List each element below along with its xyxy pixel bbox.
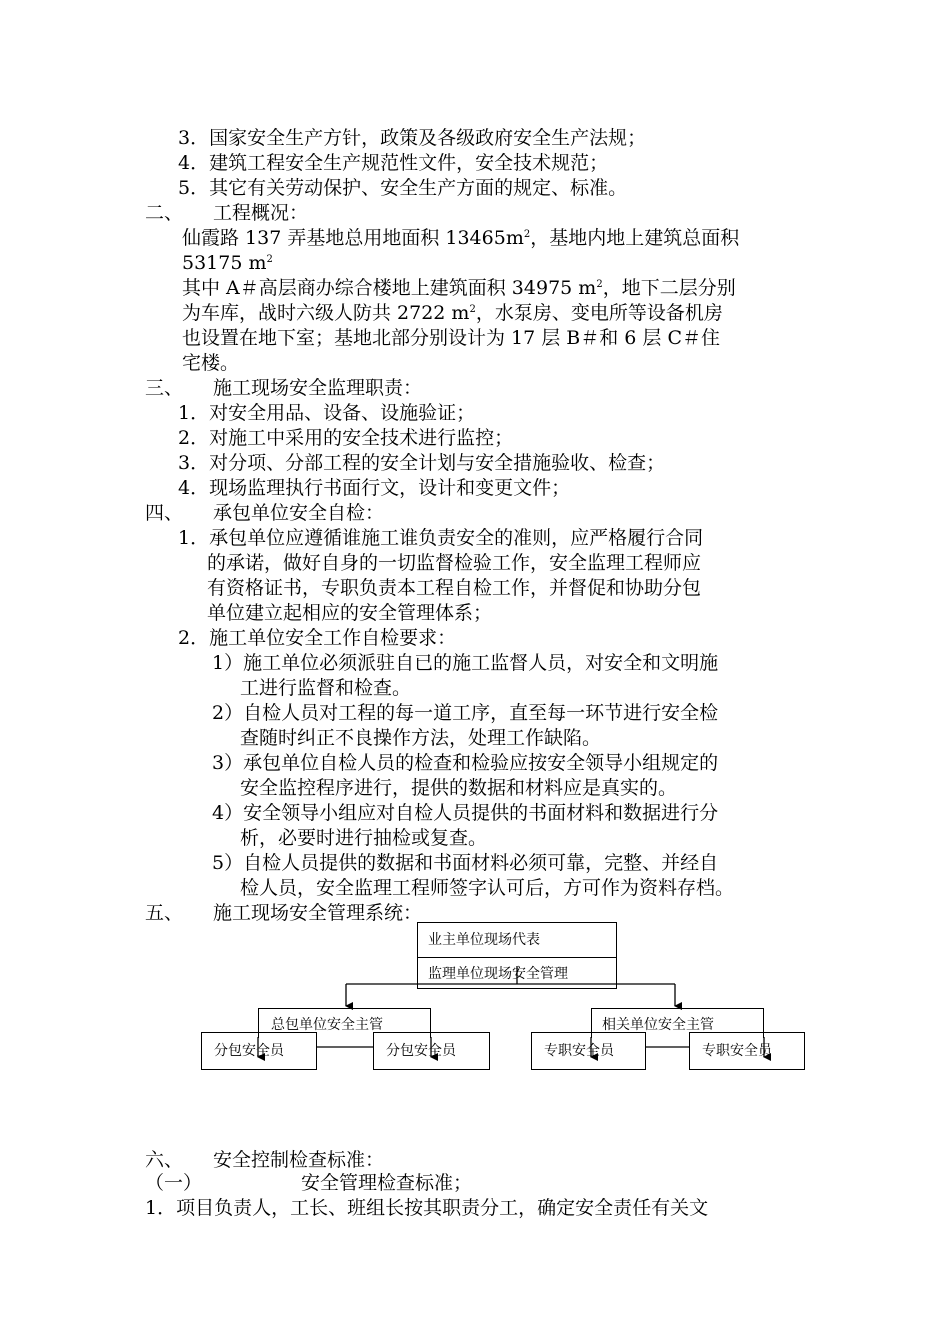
- self-check-item-1-line-2: 的承诺，做好自身的一切监督检验工作，安全监理工程师应: [207, 552, 702, 574]
- section-4-number: 四、: [145, 502, 184, 524]
- sub-item-3-line-1: 3）承包单位自检人员的检查和检验应按安全领导小组规定的: [212, 752, 719, 774]
- sub-item-3-line-2: 安全监控程序进行，提供的数据和材料应是真实的。: [240, 777, 678, 799]
- section-6-number: 六、: [145, 1149, 184, 1171]
- project-area-line-5: 也设置在地下室；基地北部分别设计为 17 层 B＃和 6 层 C＃住: [182, 327, 721, 349]
- project-area-line-3: 其中 A＃高层商办综合楼地上建筑面积 34975 $m^2$，地下二层分别: [182, 277, 736, 299]
- subsection-1-title: 安全管理检查标准；: [301, 1172, 473, 1194]
- related-unit-label: 相关单位安全主管: [602, 1017, 714, 1033]
- section-3-number: 三、: [145, 377, 184, 399]
- section-5-number: 五、: [145, 902, 184, 924]
- sub-item-2-line-2: 查随时纠正不良操作方法，处理工作缺陷。: [240, 727, 602, 749]
- sub-item-4-line-1: 4）安全领导小组应对自检人员提供的书面材料和数据进行分: [212, 802, 719, 824]
- subsection-1-number: （一）: [145, 1172, 203, 1194]
- sub-safety-label-2: 分包安全员: [386, 1043, 456, 1059]
- sub-item-1-line-2: 工进行监督和检查。: [240, 677, 412, 699]
- sub-item-5-line-2: 检人员，安全监理工程师签字认可后，方可作为资料存档。: [240, 877, 735, 899]
- list-item-5: 5．其它有关劳动保护、安全生产方面的规定、标准。: [178, 177, 628, 199]
- sub-item-4-line-2: 析，必要时进行抽检或复查。: [240, 827, 488, 849]
- sub-item-5-line-1: 5）自检人员提供的数据和书面材料必须可靠，完整、并经自: [212, 852, 719, 874]
- list-item-4: 4．建筑工程安全生产规范性文件，安全技术规范；: [178, 152, 609, 174]
- section-5-title: 施工现场安全管理系统：: [213, 902, 423, 924]
- self-check-item-1-line-1: 1．承包单位应遵循谁施工谁负责安全的准则，应严格履行合同: [178, 527, 704, 549]
- sub-safety-label-1: 分包安全员: [214, 1043, 284, 1059]
- project-area-line-4: 为车库，战时六级人防共 2722 $m^2$，水泵房、变电所等设备机房: [182, 302, 723, 324]
- project-area-line-2: 53175 $m^2$: [182, 252, 273, 274]
- sub-item-1-line-1: 1）施工单位必须派驻自已的施工监督人员，对安全和文明施: [212, 652, 719, 674]
- section-4-title: 承包单位安全自检：: [213, 502, 385, 524]
- duty-item-4: 4．现场监理执行书面行文，设计和变更文件；: [178, 477, 571, 499]
- owner-rep-label: 业主单位现场代表: [428, 932, 540, 948]
- section-2-number: 二、: [145, 202, 184, 224]
- duty-item-1: 1．对安全用品、设备、设施验证；: [178, 402, 476, 424]
- project-area-line-6: 宅楼。: [182, 352, 240, 374]
- self-check-item-1-line-4: 单位建立起相应的安全管理体系；: [207, 602, 493, 624]
- section-6-title: 安全控制检查标准：: [213, 1149, 385, 1171]
- self-check-item-2: 2．施工单位安全工作自检要求：: [178, 627, 457, 649]
- sub-item-2-line-1: 2）自检人员对工程的每一道工序，直至每一环节进行安全检: [212, 702, 719, 724]
- duty-item-3: 3．对分项、分部工程的安全计划与安全措施验收、检查；: [178, 452, 666, 474]
- dedicated-safety-label-2: 专职安全员: [702, 1043, 772, 1059]
- self-check-item-1-line-3: 有资格证书，专职负责本工程自检工作，并督促和协助分包: [207, 577, 702, 599]
- section-3-title: 施工现场安全监理职责：: [213, 377, 423, 399]
- standard-item-1: 1．项目负责人，工长、班组长按其职责分工，确定安全责任有关文: [145, 1197, 709, 1219]
- general-contractor-label: 总包单位安全主管: [271, 1017, 383, 1033]
- dedicated-safety-label-1: 专职安全员: [544, 1043, 614, 1059]
- list-item-3: 3．国家安全生产方针，政策及各级政府安全生产法规；: [178, 127, 647, 149]
- supervisor-label: 监理单位现场安全管理: [428, 966, 568, 982]
- duty-item-2: 2．对施工中采用的安全技术进行监控；: [178, 427, 514, 449]
- project-area-line-1: 仙霞路 137 弄基地总用地面积 $13465m^2$，基地内地上建筑总面积: [182, 227, 740, 249]
- section-2-title: 工程概况：: [213, 202, 309, 224]
